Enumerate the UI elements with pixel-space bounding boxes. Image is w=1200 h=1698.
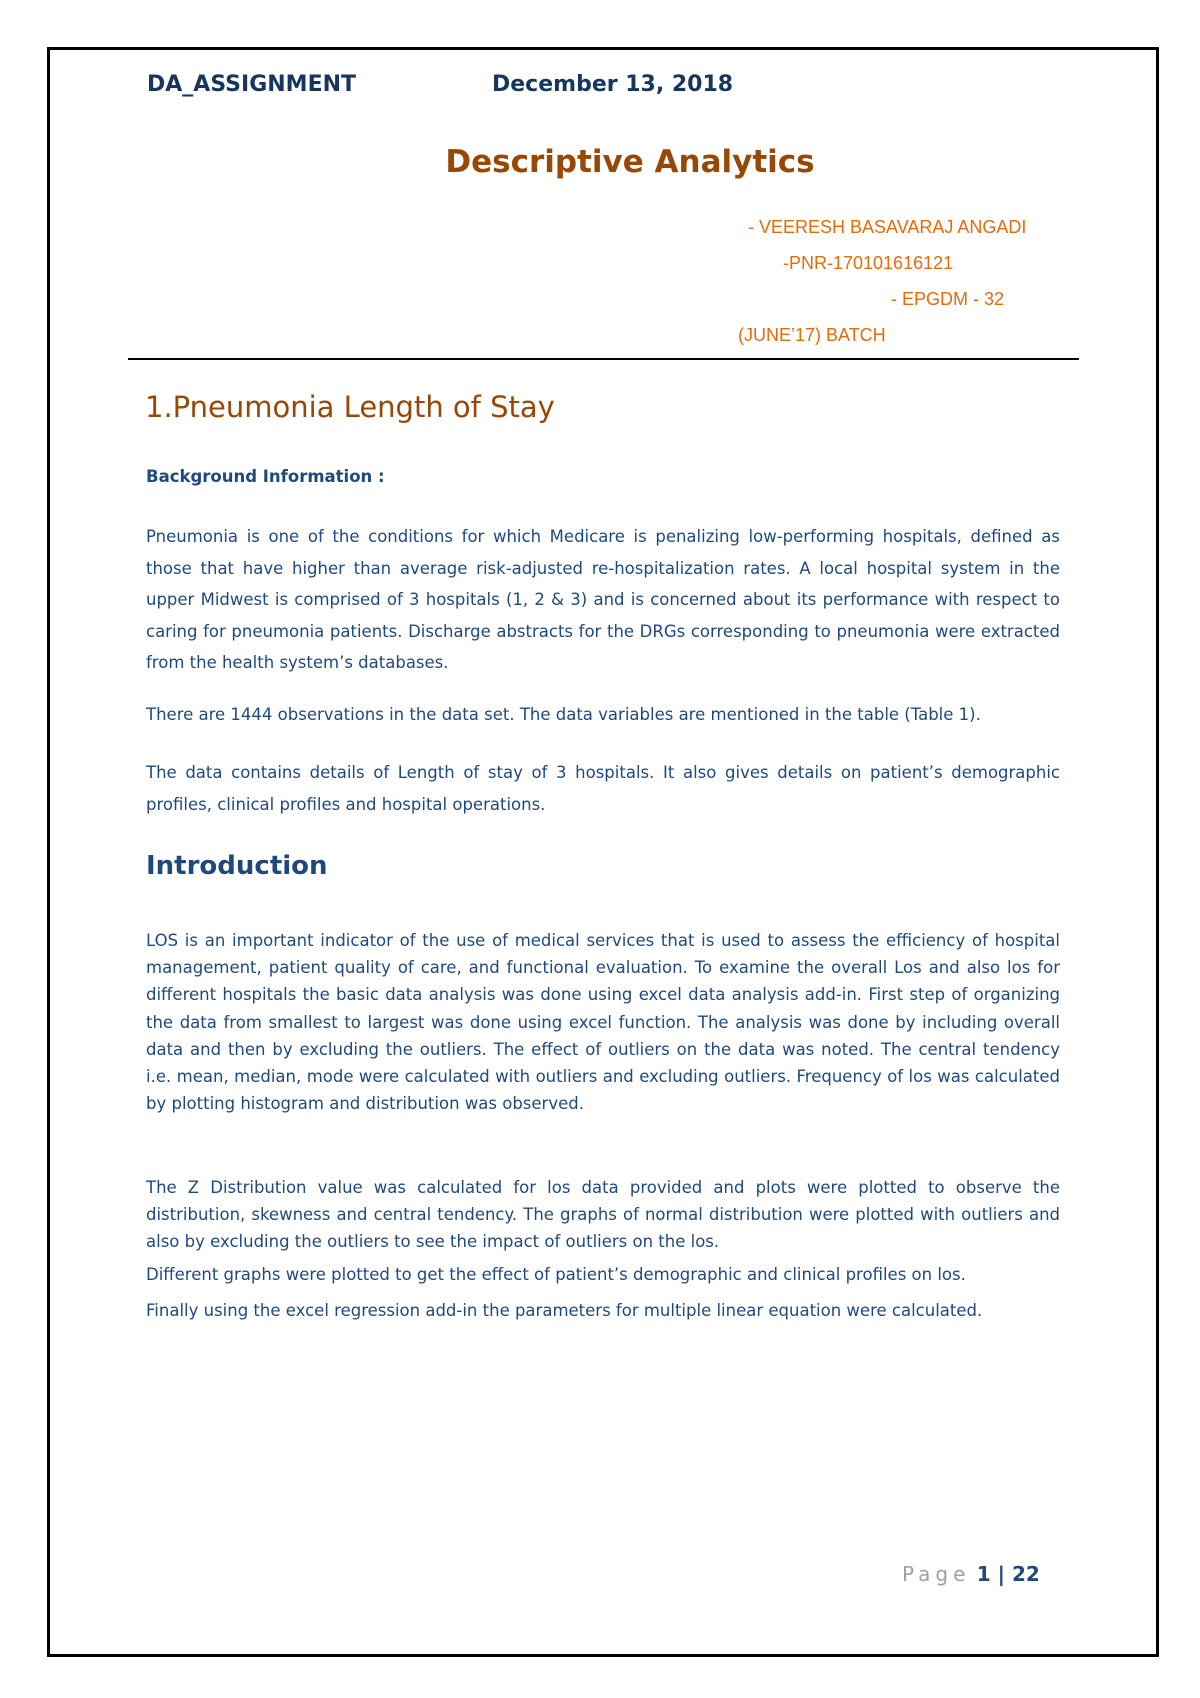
footer-page-number: 1	[976, 1562, 991, 1586]
page-footer	[902, 1562, 1040, 1586]
background-paragraph-2: There are 1444 observations in the data set. The data variables are mentioned in the table (Table 1).	[146, 705, 981, 724]
introduction-paragraph-3: Different graphs were plotted to get the effect of patient’s demographic and clinical profiles on los.	[146, 1265, 966, 1284]
author-batch: (JUNE’17) BATCH	[738, 325, 886, 345]
header-assignment-label: DA_ASSIGNMENT	[147, 72, 357, 97]
horizontal-rule	[128, 358, 1079, 360]
introduction-paragraph-2: The Z Distribution value was calculated for los data provided and plots were plotted to observe the distribution, skewness and central tendency. The graphs of normal distribution were plotted with outliers and also by excluding the outliers to see the impact of outliers on the los.	[146, 1178, 1060, 1252]
document-title: Descriptive Analytics	[445, 144, 815, 180]
author-pnr: -PNR-170101616121	[783, 253, 954, 273]
footer-page-word: Page	[902, 1562, 971, 1586]
footer-total-pages: 22	[1011, 1562, 1040, 1586]
footer-separator: |	[990, 1562, 1012, 1586]
introduction-paragraph-1: LOS is an important indicator of the use of medical services that is used to assess the efficiency of hospital management, patient quality of care, and functional evaluation. To examine the overall Los and also los for different hospitals the basic data analysis was done using excel data analysis add-in. First step of organizing the data from smallest to largest was done using excel function. The analysis was done by including overall data and then by excluding the outliers. The effect of outliers on the data was noted. The central tendency i.e. mean, median, mode were calculated with outliers and excluding outliers. Frequency of los was calculated by plotting histogram and distribution was observed.	[146, 931, 1060, 1114]
author-name: - VEERESH BASAVARAJ ANGADI	[748, 217, 1027, 237]
introduction-paragraph-4: Finally using the excel regression add-in the parameters for multiple linear equation were calculated.	[146, 1301, 983, 1320]
background-paragraph-1: Pneumonia is one of the conditions for which Medicare is penalizing low-performing hospitals, defined as those that have higher than average risk-adjusted re-hospitalization rates. A local hospital system in the upper Midwest is comprised of 3 hospitals (1, 2 & 3) and is concerned about its performance with respect to caring for pneumonia patients. Discharge abstracts for the DRGs corresponding to pneumonia were extracted from the health system’s databases.	[146, 527, 1060, 672]
introduction-heading: Introduction	[146, 851, 328, 881]
background-subheading: Background Information :	[146, 467, 385, 486]
background-paragraph-3: The data contains details of Length of stay of 3 hospitals. It also gives details on patient’s demographic profiles, clinical profiles and hospital operations.	[146, 763, 1060, 814]
header-date: December 13, 2018	[492, 72, 734, 97]
section-title: 1.Pneumonia Length of Stay	[145, 390, 555, 424]
author-program: - EPGDM - 32	[891, 289, 1005, 309]
